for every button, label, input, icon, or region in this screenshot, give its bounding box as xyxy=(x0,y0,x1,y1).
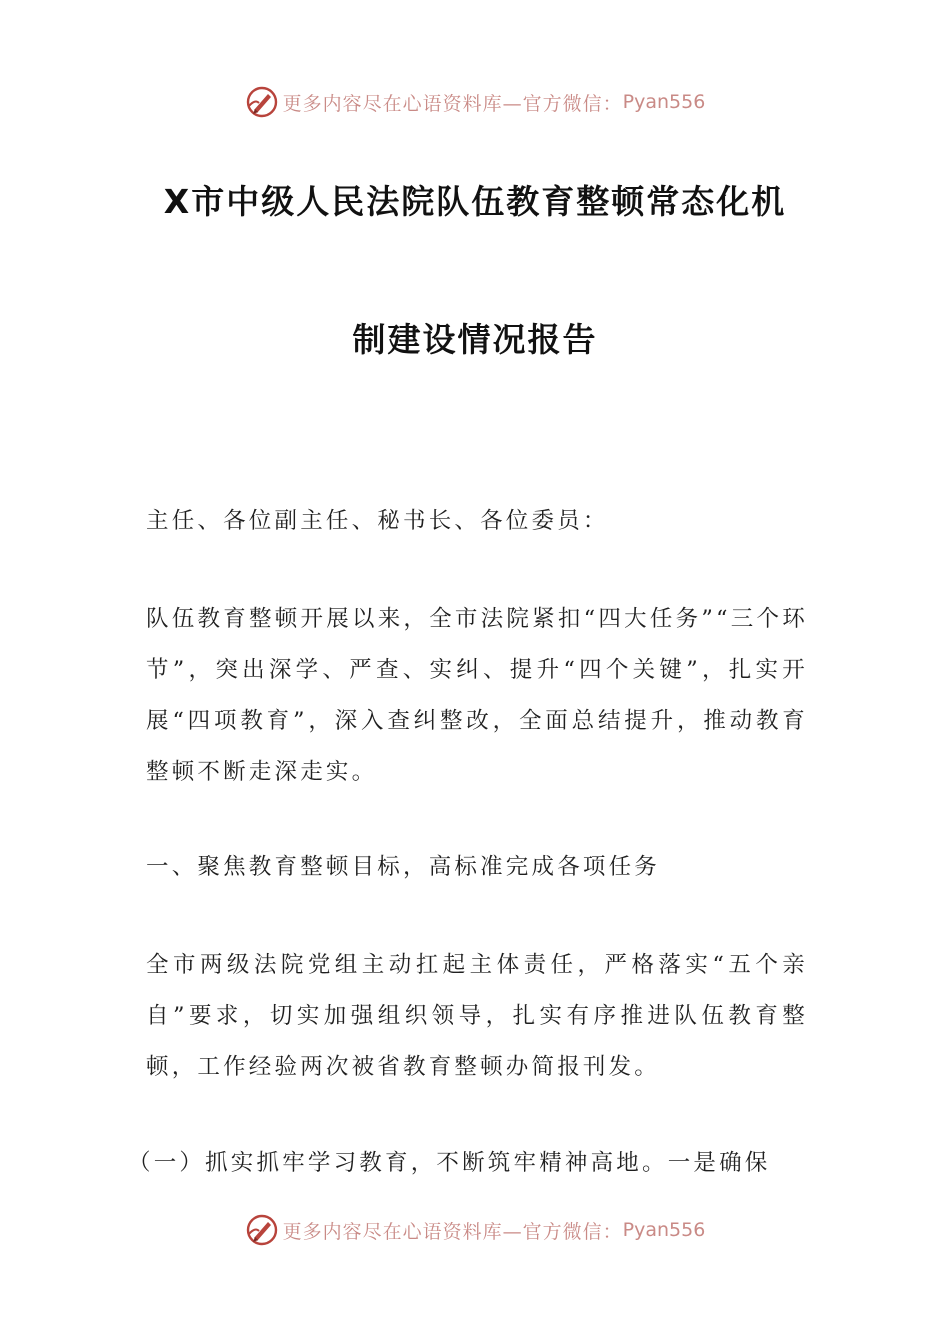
pen-logo-icon xyxy=(245,85,279,119)
section-heading: 一、聚焦教育整顿目标，高标准完成各项任务 xyxy=(146,854,661,880)
document-title-line-2: 制建设情况报告 xyxy=(352,320,598,359)
watermark-banner-top xyxy=(0,82,950,122)
watermark-text: 更多内容尽在心语资料库—官方微信： xyxy=(282,92,623,115)
watermark-banner-bottom xyxy=(0,1210,950,1250)
watermark-text: 更多内容尽在心语资料库—官方微信： xyxy=(282,1220,623,1243)
watermark-wechat-id: Pyan556 xyxy=(622,1219,706,1241)
section-body-paragraph: 全市两级法院党组主动扛起主体责任，严格落实“五个亲自”要求，切实加强组织领导，扎实有序推进队伍教育整顿，工作经验两次被省教育整顿办简报刊发。 xyxy=(146,952,808,1080)
watermark-wechat-id: Pyan556 xyxy=(622,91,706,113)
subsection-heading: （一）抓实抓牢学习教育，不断筑牢精神高地。一是确保 xyxy=(128,1150,771,1176)
intro-paragraph: 队伍教育整顿开展以来，全市法院紧扣“四大任务”“三个环节”，突出深学、严查、实纠、提升“四个关键”，扎实开展“四项教育”，深入查纠整改，全面总结提升，推动教育整顿不断走深走实。 xyxy=(146,606,808,785)
pen-logo-icon xyxy=(245,1213,279,1247)
document-title-line-1: X市中级人民法院队伍教育整顿常态化机 xyxy=(163,182,787,221)
salutation: 主任、各位副主任、秘书长、各位委员： xyxy=(146,508,609,534)
